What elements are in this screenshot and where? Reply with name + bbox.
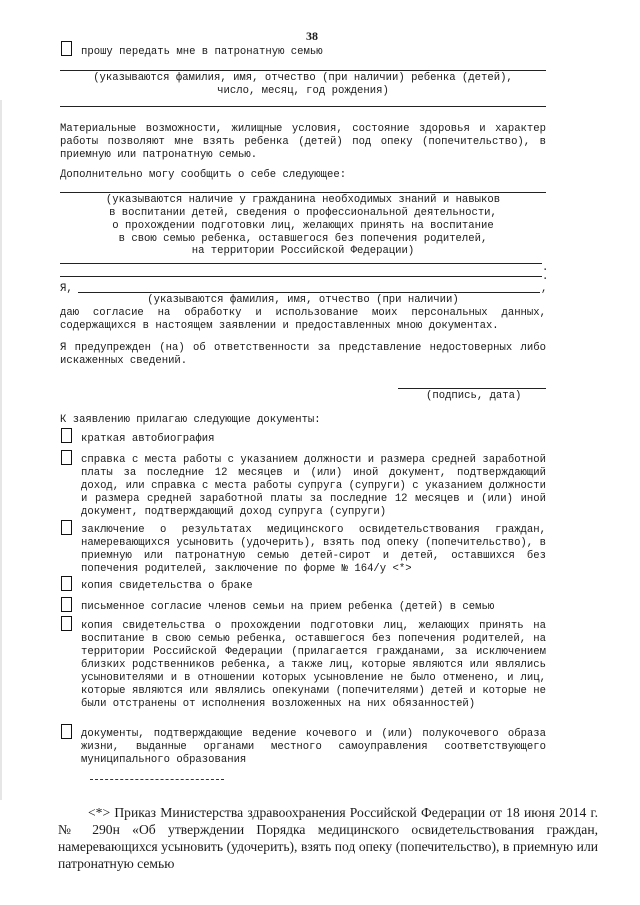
- doc-training-label: копия свидетельства о прохождении подготовки лиц, желающих принять на воспитание в свою семью ребенка, оставшегося без попечения родителей, на территории Российской Федерации (прилагается гражданами, за исключением близких родственников ребенка, а также лиц, которые являются или являлись усыновителями и в отношении которых усыновление не было отменено, и лиц, которые являются или являлись опекунами (попечителями) детей и которые не были отстранены от исполнения возложенных на них обязанностей): [81, 620, 546, 710]
- ya-label: Я,: [60, 283, 73, 295]
- transfer-patronage-label: прошу передать мне в патронатную семью: [81, 46, 323, 58]
- additional-info-hint-2: в воспитании детей, сведения о профессиональной деятельности,: [109, 207, 497, 219]
- doc-income-checkbox[interactable]: [61, 450, 72, 465]
- applicant-line-end: ,: [541, 283, 548, 295]
- material-paragraph: Материальные возможности, жилищные условия, состояние здоровья и характер работы позволяют мне взять ребенка (детей) под опеку (попечительство), в приемную или патронатную семью.: [60, 123, 546, 161]
- warning-paragraph: Я предупрежден (на) об ответственности за представление недостоверных либо искаженных сведений.: [60, 342, 546, 367]
- footnote-text: <*> Приказ Министерства здравоохранения Российской Федерации от 18 июня 2014 г. № 290н «Об утверждении Порядка медицинского освидетельствования граждан, намеревающихся усыновить (удочерить), взять под опеку (попечительство), в приемную или патронатную семью: [58, 805, 598, 871]
- applicant-name-hint: (указываются фамилия, имя, отчество (при наличии): [147, 294, 459, 306]
- doc-nomadic-checkbox[interactable]: [61, 724, 72, 739]
- child-name-hint-2: число, месяц, год рождения): [217, 85, 389, 97]
- additional-info-label: Дополнительно могу сообщить о себе следующее:: [60, 169, 347, 181]
- page-number: 38: [306, 29, 318, 43]
- additional-info-line-end-2: .: [542, 271, 549, 283]
- signature-line[interactable]: [398, 388, 546, 389]
- additional-info-line-2[interactable]: [60, 263, 542, 264]
- child-name-line[interactable]: [60, 70, 546, 71]
- applicant-name-line[interactable]: [78, 292, 540, 293]
- footnote-separator: [90, 779, 224, 780]
- child-name-hint-1: (указываются фамилия, имя, отчество (при наличии) ребенка (детей),: [93, 72, 513, 84]
- child-name-line-2[interactable]: [60, 106, 546, 107]
- additional-info-hint-3: о прохождении подготовки лиц, желающих принять на воспитание: [112, 220, 494, 232]
- doc-marriage-label: копия свидетельства о браке: [81, 580, 253, 592]
- signature-hint: (подпись, дата): [426, 390, 522, 402]
- doc-family-consent-label: письменное согласие членов семьи на прием ребенка (детей) в семью: [81, 601, 495, 613]
- doc-training-checkbox[interactable]: [61, 616, 72, 631]
- doc-medical-checkbox[interactable]: [61, 520, 72, 535]
- scan-edge: [0, 100, 2, 800]
- additional-info-line-3[interactable]: [60, 276, 542, 277]
- additional-info-hint-1: (указываются наличие у гражданина необходимых знаний и навыков: [105, 194, 501, 206]
- doc-nomadic-label: документы, подтверждающие ведение кочевого и (или) полукочевого образа жизни, выданные органами местного самоуправления соответствующего муниципального образования: [81, 728, 546, 766]
- doc-marriage-checkbox[interactable]: [61, 576, 72, 591]
- additional-info-line-1[interactable]: [60, 192, 546, 193]
- additional-info-hint-5: на территории Российской Федерации): [191, 245, 415, 257]
- doc-family-consent-checkbox[interactable]: [61, 597, 72, 612]
- additional-info-hint-4: в свою семью ребенка, оставшегося без попечения родителей,: [118, 233, 488, 245]
- doc-autobiography-checkbox[interactable]: [61, 428, 72, 443]
- doc-medical-label: заключение о результатах медицинского освидетельствования граждан, намеревающихся усыновить (удочерить), взять под опеку (попечительство), в приемную или патронатную семью детей-сирот и детей, оставшихся без попечения родителей, заключение по форме № 164/у <*>: [81, 524, 546, 575]
- attachments-intro: К заявлению прилагаю следующие документы:: [60, 414, 321, 426]
- doc-income-label: справка с места работы с указанием должности и размера средней заработной платы за последние 12 месяцев и (или) иной документ, подтверждающий доход, или справка с места работы супруга (супруги) с указанием должности и размера средней заработной платы за последние 12 месяцев и (или) иной документ, подтверждающий доход супруга (супруги): [81, 454, 546, 518]
- additional-info-line-end: .: [542, 262, 549, 274]
- doc-autobiography-label: краткая автобиография: [81, 433, 215, 445]
- consent-paragraph: даю согласие на обработку и использование моих персональных данных, содержащихся в настоящем заявлении и предоставленных мною документах.: [60, 307, 546, 332]
- transfer-patronage-checkbox[interactable]: [61, 41, 72, 56]
